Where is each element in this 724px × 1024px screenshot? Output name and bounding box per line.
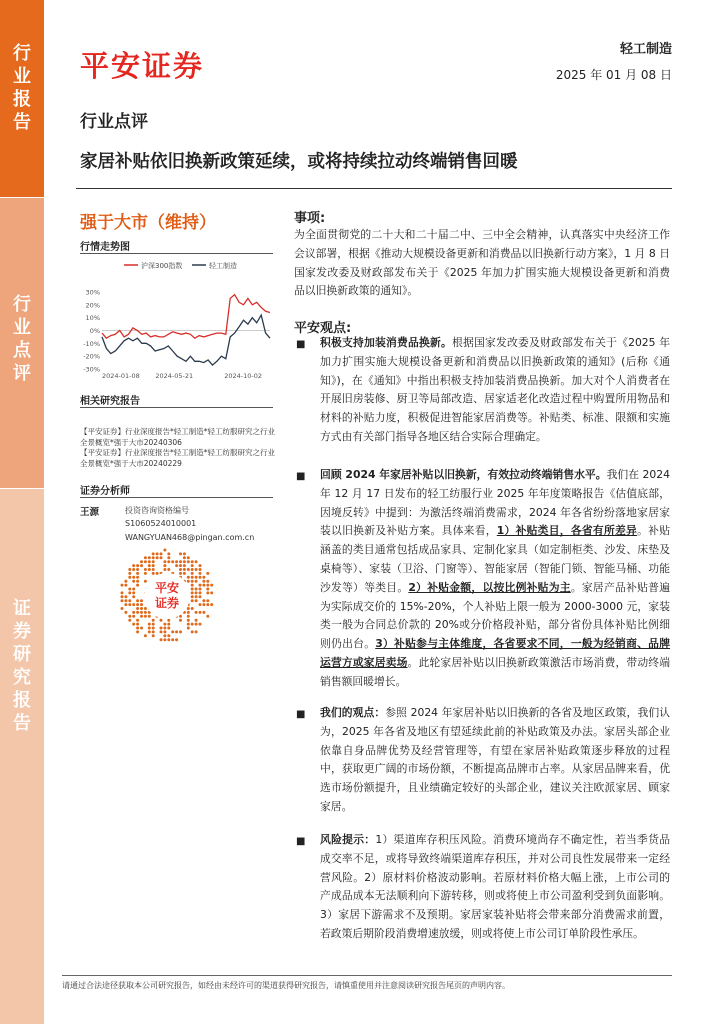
point-text: 根据国家发改委及财政部发布关于《2025 年加力扩围实施大规模设备更新和消费品以旧换新政策的通知》(后称《通知》)，在《通知》中指出积极支持加装消费品换新。加大对个人消费者在开展旧房装修、厨卫等局部改造、居家适老化改造过程中购置所用物品和材料的补贴力度，积极促进智能家居消费等。补贴类、标准、限额和实施方式由有关部门指导各地区结合实际合理确定。: [320, 336, 670, 443]
qr-dot: [171, 630, 174, 633]
legend-label: 轻工制造: [209, 262, 237, 270]
related-reports: [80, 427, 280, 469]
qr-dot: [160, 619, 163, 622]
series-line: [102, 295, 270, 339]
qr-dot: [160, 627, 163, 630]
qr-dot: [156, 552, 159, 555]
qr-dot: [144, 580, 147, 583]
y-tick-label: 20%: [85, 301, 100, 310]
qr-dot: [195, 560, 198, 563]
footer-divider: [62, 975, 672, 976]
bullet-icon: ■: [296, 836, 306, 847]
qr-dot: [183, 564, 186, 567]
qr-dot: [124, 580, 127, 583]
industry-label: 轻工制造: [619, 42, 672, 57]
side-char: 报: [13, 690, 31, 711]
qr-dot: [144, 572, 147, 575]
qr-dot: [148, 556, 151, 559]
qr-dot: [121, 584, 124, 587]
qr-dot: [191, 564, 194, 567]
qr-dot: [187, 627, 190, 630]
qr-dot: [140, 627, 143, 630]
point-lead: 积极支持加装消费品换新。: [320, 336, 453, 349]
side-label-report-type: [0, 0, 44, 197]
qr-dot: [206, 591, 209, 594]
qr-dot: [163, 549, 166, 552]
qr-dot: [124, 584, 127, 587]
title-divider: [76, 188, 672, 189]
qr-dot: [195, 630, 198, 633]
qr-dot: [210, 603, 213, 606]
view-heading: 平安观点:: [294, 321, 352, 336]
qr-dot: [206, 572, 209, 575]
qr-dot: [128, 619, 131, 622]
qr-dot: [199, 576, 202, 579]
side-char: 报: [13, 89, 31, 110]
qr-dot: [187, 611, 190, 614]
qr-dot: [140, 564, 143, 567]
qr-dot: [128, 599, 131, 602]
qr-dot: [195, 611, 198, 614]
bullet-icon: ■: [296, 471, 306, 482]
qr-dot: [187, 560, 190, 563]
y-tick-label: 30%: [85, 288, 100, 297]
report-date: 2025 年 01 月 08 日: [555, 68, 672, 82]
qr-dot: [191, 630, 194, 633]
qr-dot: [132, 603, 135, 606]
qr-dot: [175, 564, 178, 567]
qr-dot: [179, 564, 182, 567]
point-text: 。家居产品补贴普遍为实际成交价的 15%-20%，个人补贴上限一般为 2000-3000 元，家装类一般为合同总价款的 20%或分价格段补贴，部分省份具体补贴比例细则仍出台。: [320, 580, 671, 651]
qr-dot: [199, 591, 202, 594]
qr-dot: [140, 599, 143, 602]
qr-dot: [187, 576, 190, 579]
point-text: 参照 2024 年家居补贴以旧换新的各省及地区政策，我们认为，2025 年各省及地区有望延续此前的补贴政策及办法。家居头部企业依靠自身品牌优势及经营管理等，有望在家居补贴政策逐步释放的过程中，获取更广阔的市场份额，不断提高品牌市占率。从家居品牌来看，优选市场份额提升，且业绩确定较好的头部企业，建议关注欧派家居、顾家家居。: [320, 706, 671, 813]
qr-dot: [167, 568, 170, 571]
qr-dot: [175, 638, 178, 641]
qr-dot: [140, 560, 143, 563]
qr-dot: [191, 580, 194, 583]
point-lead: 我们的观点：: [320, 706, 386, 719]
qr-dot: [191, 560, 194, 563]
qr-dot: [128, 591, 131, 594]
qr-dot: [136, 607, 139, 610]
side-char: 评: [13, 363, 31, 384]
qr-dot: [136, 611, 139, 614]
qr-dot: [140, 603, 143, 606]
qr-dot: [175, 630, 178, 633]
qr-dot: [148, 630, 151, 633]
qr-dot: [152, 568, 155, 571]
side-char: 行: [13, 43, 31, 64]
qr-dot: [132, 611, 135, 614]
qr-dot: [199, 611, 202, 614]
qr-dot: [160, 552, 163, 555]
qr-dot: [191, 572, 194, 575]
qr-dot: [160, 638, 163, 641]
qr-dot: [195, 595, 198, 598]
qr-dot: [206, 599, 209, 602]
qr-dot: [167, 619, 170, 622]
qr-dot: [136, 576, 139, 579]
qr-dot: [179, 552, 182, 555]
qr-dot: [148, 564, 151, 567]
qr-dot: [202, 603, 205, 606]
qr-dot: [167, 627, 170, 630]
qr-dot: [132, 615, 135, 618]
qr-dot: [121, 591, 124, 594]
qr-dot: [167, 552, 170, 555]
qr-dot: [167, 556, 170, 559]
side-char: 究: [13, 667, 31, 688]
qr-dot: [136, 580, 139, 583]
qr-dot: [160, 556, 163, 559]
qr-dot: [179, 560, 182, 563]
market-trend-chart: [80, 252, 275, 387]
qr-dot: [199, 595, 202, 598]
qr-dot: [167, 560, 170, 563]
qr-dot: [199, 603, 202, 606]
qr-dot: [206, 615, 209, 618]
qr-dot: [128, 572, 131, 575]
qr-dot: [195, 580, 198, 583]
side-char: 告: [13, 112, 31, 133]
qr-dot: [132, 576, 135, 579]
qr-dot: [136, 627, 139, 630]
y-tick-label: 0%: [89, 327, 100, 335]
qr-logo-text: 证券: [154, 596, 180, 610]
point-lead: 风险提示：: [320, 833, 376, 846]
qr-dot: [206, 588, 209, 591]
point-highlight: 1）补贴类目，各省有所差异: [496, 524, 638, 538]
event-heading: 事项:: [294, 211, 326, 226]
qr-dot: [144, 556, 147, 559]
qr-dot: [179, 619, 182, 622]
qr-dot: [187, 607, 190, 610]
qr-dot: [163, 638, 166, 641]
qr-dot: [128, 576, 131, 579]
qr-dot: [187, 568, 190, 571]
related-heading: 相关研究报告: [80, 396, 140, 407]
qr-dot: [152, 634, 155, 637]
qr-dot: [163, 564, 166, 567]
qr-dot: [152, 560, 155, 563]
qr-dot: [121, 595, 124, 598]
qr-dot: [179, 568, 182, 571]
qr-code[interactable]: [118, 546, 216, 645]
event-text: 为全面贯彻党的二十大和二十届二中、三中全会精神，认真落实中央经济工作会议部署，根据《推动大规模设备更新和消费品以旧换新行动方案》，1 月 8 日国家发改委及财政部发布关于《2025 年加力扩围实施大规模设备更新和消费品以旧换新政策的通知》。: [294, 228, 670, 298]
point-our-view: [320, 704, 670, 817]
brand-logo: 平安证券: [80, 49, 205, 83]
qr-dot: [191, 607, 194, 610]
qr-dot: [144, 634, 147, 637]
qr-dot: [132, 564, 135, 567]
qr-dot: [136, 568, 139, 571]
qr-dot: [136, 619, 139, 622]
qr-dot: [202, 611, 205, 614]
qr-dot: [136, 623, 139, 626]
analyst-heading: 证券分析师: [80, 486, 130, 497]
point-2024-review: [320, 466, 670, 692]
qr-dot: [152, 552, 155, 555]
qr-dot: [156, 572, 159, 575]
qr-dot: [191, 584, 194, 587]
qr-dot: [187, 615, 190, 618]
x-tick-label: 2024-10-02: [224, 372, 263, 380]
qr-dot: [163, 627, 166, 630]
y-tick-label: -20%: [83, 352, 100, 361]
related-heading-rule: [80, 407, 273, 408]
qr-dot: [136, 584, 139, 587]
qr-dot: [124, 595, 127, 598]
point-text: 1）渠道库存积压风险。消费环境尚存不确定性，若当季货品成交率不足，或将导致终端渠道库存积压，并对公司良性发展带来一定经营风险。2）原材料价格波动影响。若原材料价格大幅上涨，上市公司的产成品成本无法顺利向下游转移，则或将使上市公司盈利受到负面影响。3）家居下游需求不及预期。家居家装补贴将会带来部分消费需求前置，若政策后期阶段消费增速放缓，则或将使上市公司订单阶段性承压。: [320, 833, 670, 940]
qr-dot: [163, 560, 166, 563]
qr-dot: [163, 568, 166, 571]
qr-dot: [148, 568, 151, 571]
qr-dot: [179, 572, 182, 575]
qr-dot: [210, 584, 213, 587]
qr-dot: [144, 611, 147, 614]
report-title: 家居补贴依旧换新政策延续，或将持续拉动终端销售回暖: [80, 152, 518, 172]
analyst-name: 王源: [80, 507, 100, 518]
related-report-item[interactable]: 【平安证券】行业深度报告*轻工制造*轻工纺服研究之行业全景概览*强于大市20240306: [80, 427, 275, 447]
related-report-item[interactable]: 【平安证券】行业深度报告*轻工制造*轻工纺服研究之行业全景概览*强于大市20240229: [80, 448, 275, 468]
qr-dot: [199, 623, 202, 626]
side-char: 业: [13, 66, 31, 87]
report-category: 行业点评: [80, 112, 148, 132]
bullet-icon: ■: [296, 709, 306, 720]
qr-dot: [175, 560, 178, 563]
qr-dot: [136, 630, 139, 633]
qr-dot: [167, 623, 170, 626]
qr-dot: [171, 560, 174, 563]
qr-dot: [124, 611, 127, 614]
qr-dot: [148, 560, 151, 563]
qr-dot: [195, 588, 198, 591]
qr-dot: [195, 576, 198, 579]
qr-dot: [128, 615, 131, 618]
point-highlight: 2）补贴金额，以按比例补贴为主: [408, 580, 571, 594]
side-char: 业: [13, 317, 31, 338]
x-tick-label: 2024-05-21: [155, 372, 194, 380]
side-char: 券: [13, 621, 31, 642]
side-char: 点: [13, 340, 31, 361]
footer-disclaimer: 请通过合法途径获取本公司研究报告，如经由未经许可的渠道获得研究报告，请慎重使用并注意阅读研究报告尾页的声明内容。: [62, 981, 510, 990]
qr-dot: [152, 630, 155, 633]
analyst-cert-label: 投资咨询资格编号: [125, 506, 189, 515]
qr-dot: [124, 603, 127, 606]
qr-dot: [167, 634, 170, 637]
qr-dot: [156, 556, 159, 559]
x-tick-label: 2024-01-08: [102, 372, 140, 380]
qr-dot: [191, 599, 194, 602]
qr-dot: [167, 638, 170, 641]
y-tick-label: -30%: [83, 365, 100, 374]
qr-dot: [199, 564, 202, 567]
qr-dot: [148, 615, 151, 618]
qr-dot: [199, 584, 202, 587]
qr-dot: [132, 588, 135, 591]
qr-dot: [140, 611, 143, 614]
qr-dot: [136, 564, 139, 567]
qr-dot: [183, 568, 186, 571]
side-char: 证: [13, 598, 31, 619]
qr-dot: [144, 607, 147, 610]
qr-dot: [179, 630, 182, 633]
qr-dot: [191, 591, 194, 594]
analyst-cert-number: S1060524010001: [125, 519, 197, 528]
qr-dot: [183, 560, 186, 563]
qr-dot: [195, 623, 198, 626]
qr-dot: [144, 568, 147, 571]
qr-dot: [152, 623, 155, 626]
qr-dot: [124, 599, 127, 602]
qr-dot: [132, 623, 135, 626]
side-label-review: [0, 198, 44, 488]
point-text: 我们在 2024 年 12 月 17 日发布的轻工纺服行业 2025 年年度策略报告《估值底部，因境反转》中提到：为激活终端消费需求，2024 年各省纷纷落地家居家装以旧换新及补贴方案。具体来看，: [320, 468, 670, 538]
qr-dot: [152, 572, 155, 575]
qr-dot: [202, 599, 205, 602]
chart-heading: 行情走势图: [80, 242, 130, 253]
qr-dot: [140, 607, 143, 610]
analyst-email[interactable]: WANGYUAN468@pingan.com.cn: [125, 533, 255, 542]
side-char: 告: [13, 713, 31, 734]
qr-logo-text: 平安: [154, 581, 180, 595]
qr-dot: [191, 568, 194, 571]
side-label-research: [0, 489, 44, 1024]
qr-dot: [210, 591, 213, 594]
qr-dot: [160, 630, 163, 633]
point-text: 。补贴涵盖的类目通常包括成品家具、定制化家具（如定制柜类、沙发、床垫及桌椅等）、家装（卫浴、门窗等）、智能家居（智能门锁、智能马桶、功能沙发等）等类目。: [320, 524, 671, 594]
qr-dot: [195, 599, 198, 602]
qr-dot: [187, 580, 190, 583]
qr-dot: [163, 630, 166, 633]
qr-dot: [132, 595, 135, 598]
qr-dot: [144, 615, 147, 618]
qr-dot: [202, 580, 205, 583]
qr-dot: [132, 591, 135, 594]
qr-dot: [136, 599, 139, 602]
qr-dot: [202, 576, 205, 579]
qr-dot: [163, 634, 166, 637]
point-risk: [320, 831, 670, 944]
qr-dot: [152, 556, 155, 559]
point-highlight: 3）补贴参与主体维度，各省要求不同，一般为经销商、品牌运营方或家居卖场: [320, 637, 671, 669]
qr-dot: [152, 564, 155, 567]
qr-dot: [187, 556, 190, 559]
qr-dot: [183, 556, 186, 559]
qr-dot: [152, 619, 155, 622]
qr-dot: [140, 615, 143, 618]
y-tick-label: -10%: [83, 339, 100, 348]
qr-dot: [171, 638, 174, 641]
qr-dot: [136, 572, 139, 575]
side-char: 研: [13, 644, 31, 665]
qr-dot: [148, 627, 151, 630]
point-subsidy-support: [320, 334, 670, 447]
qr-dot: [187, 623, 190, 626]
qr-dot: [191, 623, 194, 626]
qr-dot: [183, 572, 186, 575]
qr-dot: [128, 603, 131, 606]
analyst-heading-rule: [80, 497, 273, 498]
qr-dot: [187, 619, 190, 622]
qr-dot: [195, 591, 198, 594]
qr-dot: [195, 568, 198, 571]
qr-dot: [132, 580, 135, 583]
qr-dot: [202, 584, 205, 587]
qr-dot: [191, 576, 194, 579]
point-lead: 回顾 2024 年家居补贴以旧换新，有效拉动终端销售水平。: [320, 468, 607, 481]
bullet-icon: ■: [296, 339, 306, 350]
qr-dot: [163, 623, 166, 626]
qr-dot: [128, 588, 131, 591]
series-line: [102, 315, 270, 365]
qr-dot: [199, 568, 202, 571]
y-tick-label: 10%: [85, 314, 100, 323]
qr-dot: [148, 623, 151, 626]
qr-dot: [191, 588, 194, 591]
qr-dot: [191, 595, 194, 598]
qr-dot: [144, 560, 147, 563]
qr-dot: [128, 568, 131, 571]
qr-dot: [199, 588, 202, 591]
qr-dot: [206, 580, 209, 583]
qr-dot: [121, 607, 124, 610]
qr-dot: [132, 568, 135, 571]
qr-dot: [206, 584, 209, 587]
qr-dot: [199, 572, 202, 575]
side-char: 行: [13, 294, 31, 315]
qr-dot: [136, 603, 139, 606]
qr-dot: [183, 552, 186, 555]
point-text: 。此轮家居补贴以旧换新政策激活市场消费，带动终端销售额回暖增长。: [320, 655, 671, 688]
rating-label: 强于大市（维持）: [80, 213, 216, 233]
qr-dot: [152, 627, 155, 630]
legend-label: 沪深300指数: [141, 262, 183, 270]
qr-dot: [121, 599, 124, 602]
qr-dot: [206, 603, 209, 606]
qr-dot: [195, 619, 198, 622]
